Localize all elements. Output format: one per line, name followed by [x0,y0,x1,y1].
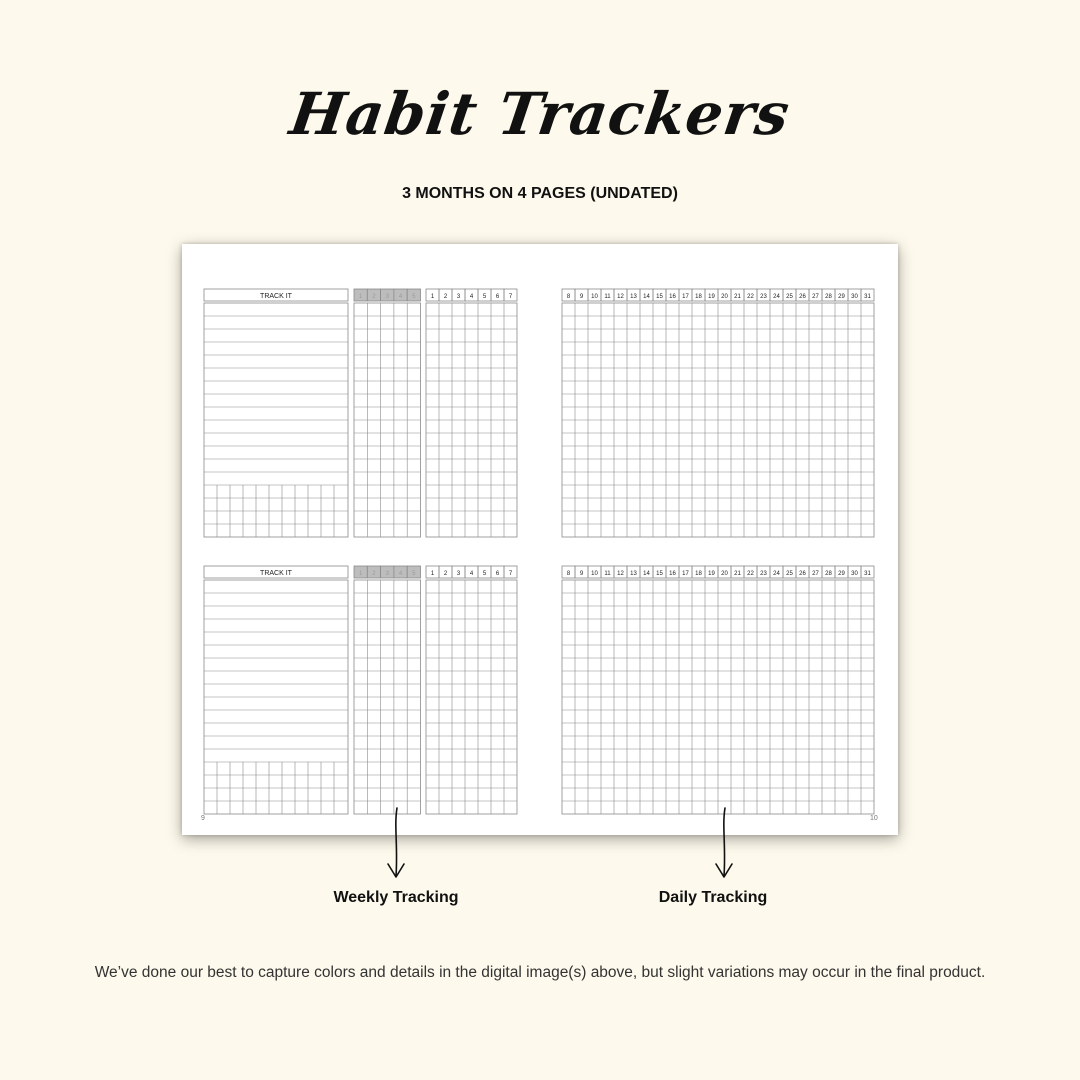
day-header-label: 16 [669,294,676,300]
day-header-label: 24 [773,571,780,577]
day-header-label: 15 [656,571,663,577]
day-header-label: 4 [469,571,474,577]
day-header-label: 3 [456,571,461,577]
day-header-label: 7 [508,294,513,300]
day-header-label: 16 [669,571,676,577]
day-header-label: 20 [721,294,728,300]
day-header-label: 28 [825,294,832,300]
day-header-label: 3 [456,294,461,300]
arrow-down-icon [384,806,408,880]
day-header-label: 27 [812,294,819,300]
planner-spread [182,244,898,835]
day-header-label: 11 [604,571,611,577]
track-it-label: TRACK IT [260,570,292,577]
day-header-label: 31 [864,294,871,300]
day-header-label: 25 [786,294,793,300]
page-number-left: 9 [201,815,205,822]
day-header-label: 15 [656,294,663,300]
page-subtitle: 3 MONTHS ON 4 PAGES (UNDATED) [402,185,678,202]
weekly-header-label: 4 [398,571,403,577]
day-header-label: 14 [643,571,650,577]
day-header-label: 11 [604,294,611,300]
track-it-label: TRACK IT [260,293,292,300]
caption-daily-tracking: Daily Tracking [658,889,768,906]
day-header-label: 10 [591,571,598,577]
day-header-label: 21 [734,571,741,577]
day-header-label: 30 [851,294,858,300]
day-header-label: 26 [799,294,806,300]
day-header-label: 28 [825,571,832,577]
day-header-label: 2 [443,571,448,577]
day-header-label: 8 [566,571,571,577]
day-header-label: 19 [708,294,715,300]
weekly-header-label: 1 [358,571,363,577]
day-header-label: 9 [579,294,584,300]
page-number-right: 10 [870,815,878,822]
day-header-label: 22 [747,571,754,577]
day-header-label: 12 [617,571,624,577]
day-header-label: 6 [495,571,500,577]
day-header-label: 12 [617,294,624,300]
page-title: Habit Trackers [285,80,795,148]
day-header-label: 22 [747,294,754,300]
day-header-label: 23 [760,294,767,300]
day-header-label: 6 [495,294,500,300]
arrow-down-icon [712,806,736,880]
day-header-label: 29 [838,294,845,300]
day-header-label: 4 [469,294,474,300]
day-header-label: 2 [443,294,448,300]
day-header-label: 31 [864,571,871,577]
day-header-label: 25 [786,571,793,577]
day-header-label: 10 [591,294,598,300]
day-header-label: 14 [643,294,650,300]
day-header-label: 13 [630,571,637,577]
day-header-label: 17 [682,294,689,300]
weekly-header-label: 2 [372,571,376,577]
day-header-label: 1 [430,294,435,300]
day-header-label: 9 [579,571,584,577]
day-header-label: 5 [482,571,487,577]
caption-weekly-tracking: Weekly Tracking [333,889,459,906]
weekly-header-label: 3 [385,571,389,577]
day-header-label: 19 [708,571,715,577]
day-header-label: 18 [695,294,702,300]
day-header-label: 13 [630,294,637,300]
day-header-label: 8 [566,294,571,300]
day-header-label: 23 [760,571,767,577]
weekly-header-label: 4 [398,294,403,300]
weekly-header-label: 3 [385,294,389,300]
day-header-label: 21 [734,294,741,300]
weekly-header-label: 5 [412,571,416,577]
day-header-label: 27 [812,571,819,577]
day-header-label: 26 [799,571,806,577]
day-header-label: 7 [508,571,513,577]
day-header-label: 1 [430,571,435,577]
disclaimer-text: We’ve done our best to capture colors and details in the digital image(s) above, but slight variations may occur in the final product. [94,964,986,981]
weekly-header-label: 2 [372,294,376,300]
day-header-label: 20 [721,571,728,577]
day-header-label: 29 [838,571,845,577]
day-header-label: 17 [682,571,689,577]
day-header-label: 30 [851,571,858,577]
tracker-grid-svg [182,244,898,835]
weekly-header-label: 5 [412,294,416,300]
day-header-label: 24 [773,294,780,300]
weekly-header-label: 1 [358,294,363,300]
day-header-label: 5 [482,294,487,300]
day-header-label: 18 [695,571,702,577]
